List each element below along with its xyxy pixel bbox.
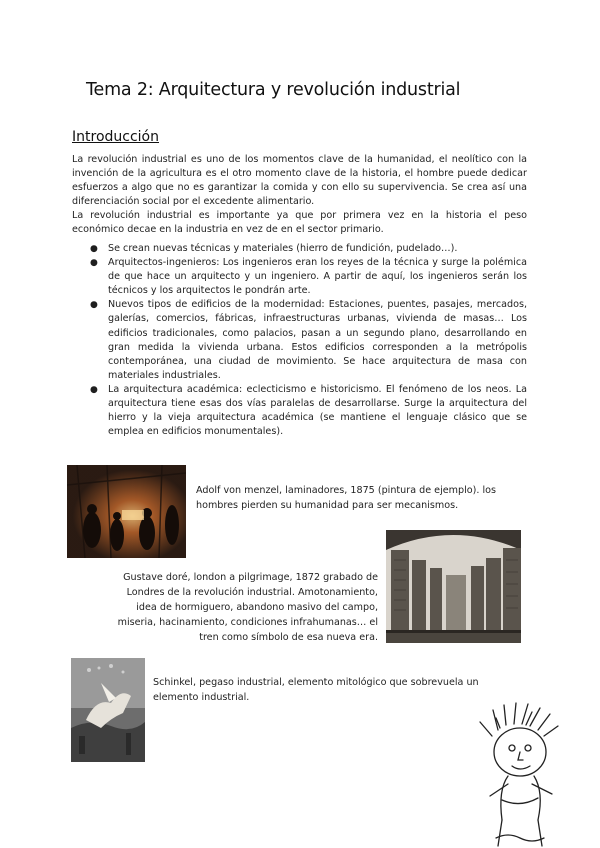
list-item-text: Se crean nuevas técnicas y materiales (hierro de fundición, pudelado…). bbox=[108, 243, 458, 254]
bullet-marker: ● bbox=[90, 300, 98, 311]
sketch-drawing-image bbox=[478, 700, 563, 848]
figure-caption: Adolf von menzel, laminadores, 1875 (pintura de ejemplo). los hombres pierden su humanidad para ser mecanismos. bbox=[196, 485, 496, 511]
list-item-text: Nuevos tipos de edificios de la modernidad: Estaciones, puentes, pasajes, mercados, galerías, comercios, fábricas, infraestructuras urbanas, vivienda de masas… Los edificios tradicionales, como palacios, pasan a un segundo plano, desarrollando en gran medida la vivienda urbana. Estos edificios corresponden a la metrópolis contemporánea, una ciudad de movimiento. Se hace arquitectura de masa con materiales industriales. bbox=[108, 299, 527, 381]
list-item-text: La arquitectura académica: eclecticismo e historicismo. El fenómeno de los neos. La arquitectura tiene esas dos vías paralelas de desarrollarse. Surge la arquitectura del hierro y la vieja arquitectura académica (se mantiene el lenguaje clásico que se emplea en edificios monumentales). bbox=[108, 383, 527, 438]
bullet-marker: ● bbox=[90, 244, 98, 254]
bullet-list bbox=[72, 242, 527, 439]
list-item bbox=[72, 383, 527, 439]
figure-caption: Gustave doré, london a pilgrimage, 1872 grabado de Londres de la revolución industrial. Amotonamiento, idea de hormiguero, abandono masivo del campo, miseria, hacinamiento, condiciones infrahumanas… el tren como símbolo de esa nueva era. bbox=[117, 572, 378, 643]
list-item-text: Arquitectos-ingenieros: Los ingenieros eran los reyes de la técnica y surge la polémica de que hace un arquitecto y un ingeniero. A partir de aquí, los ingenieros serán los técnicos y los arquitectos le pondrán arte. bbox=[108, 257, 527, 297]
intro-text bbox=[72, 153, 527, 238]
page-title: Tema 2: Arquitectura y revolución industrial bbox=[86, 80, 461, 100]
list-item bbox=[72, 256, 527, 298]
bullet-marker: ● bbox=[90, 258, 98, 269]
intro-paragraph: La revolución industrial es importante ya que por primera vez en la historia el peso económico decae en la industria en vez de en el sector primario. bbox=[72, 210, 527, 236]
bullet-marker: ● bbox=[90, 384, 98, 395]
list-item bbox=[72, 298, 527, 383]
dore-engraving-image bbox=[386, 530, 521, 643]
intro-paragraph: La revolución industrial es uno de los momentos clave de la humanidad, el neolítico con la invención de la agricultura es el otro momento clave de la historia, el hombre puede dedicar esfuerzos a algo que no es garantizar la comida y con ello su supervivencia. Se crea así una diferenciación social por el excedente alimentario. bbox=[72, 154, 527, 208]
menzel-painting-image bbox=[67, 465, 186, 558]
list-item bbox=[72, 242, 527, 256]
section-heading: Introducción bbox=[72, 129, 159, 145]
figure-caption: Schinkel, pegaso industrial, elemento mitológico que sobrevuela un elemento industrial. bbox=[153, 677, 479, 703]
schinkel-image bbox=[71, 658, 145, 762]
